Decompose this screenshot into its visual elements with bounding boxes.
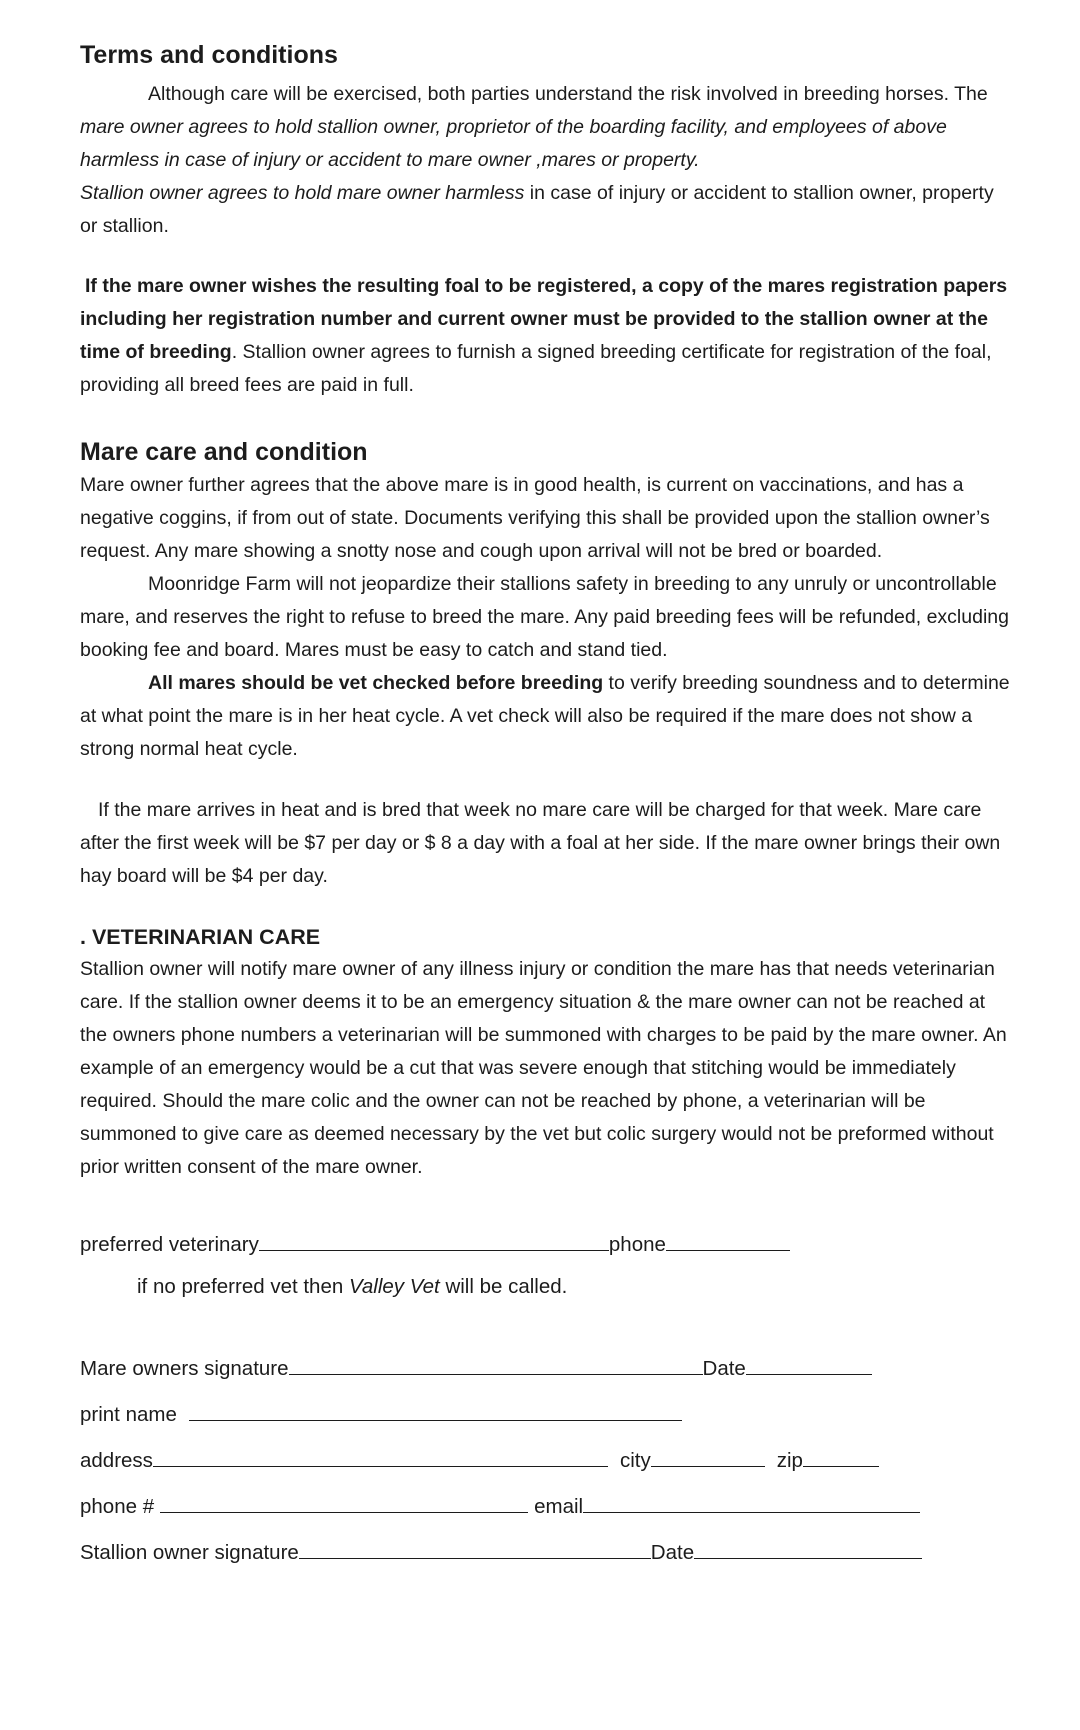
- email-label: email: [534, 1495, 584, 1518]
- mare-care-fees-paragraph: If the mare arrives in heat and is bred that week no mare care will be charged for that week. Mare care after the first week will be $7 per day or $ 8 a day with a foal at her side. If the mare owner brings their own hay board will be $4 per day.: [80, 799, 1001, 887]
- mare-owner-signature-field[interactable]: [289, 1352, 703, 1375]
- mare-care-heading: Mare care and condition: [80, 438, 368, 466]
- preferred-vet-label: preferred veterinary: [80, 1233, 259, 1256]
- terms-paragraph-liability: [80, 78, 1010, 243]
- print-name-label: print name: [80, 1403, 177, 1426]
- print-name-field[interactable]: [189, 1398, 682, 1421]
- terms-paragraph-registration: [80, 270, 1010, 402]
- vet-check-bold-text: All mares should be vet checked before breeding: [148, 672, 604, 694]
- vet-phone-label: phone: [608, 1233, 666, 1256]
- zip-label: zip: [776, 1449, 803, 1472]
- owner-phone-label: phone #: [80, 1495, 155, 1518]
- preferred-vet-field[interactable]: [259, 1228, 609, 1251]
- stallion-owner-date-label: Date: [650, 1541, 695, 1564]
- mare-owner-date-field[interactable]: [746, 1352, 872, 1375]
- terms-liability-text: Although care will be exercised, both parties understand the risk involved in breeding horses. The: [148, 83, 988, 105]
- vet-phone-field[interactable]: [666, 1228, 790, 1251]
- mare-care-vet-check-paragraph: [80, 667, 1010, 766]
- address-label: address: [80, 1449, 153, 1472]
- terms-stallion-owner-clause: Stallion owner agrees to hold mare owner harmless: [80, 182, 525, 204]
- terms-heading: Terms and conditions: [80, 41, 338, 69]
- vet-check-rest-text: to verify breeding soundness and to determine at what point the mare is in her heat cycle. A vet check will also be required if the mare does not show a strong normal heat cycle.: [80, 672, 1010, 760]
- no-vet-note: [80, 1268, 1010, 1306]
- address-field[interactable]: [153, 1444, 608, 1467]
- vet-care-heading: . VETERINARIAN CARE: [80, 925, 321, 949]
- contract-page: [80, 38, 1010, 1576]
- valley-vet-name: Valley Vet: [348, 1275, 440, 1298]
- address-row: [80, 1438, 1010, 1484]
- mare-care-health-paragraph: Mare owner further agrees that the above mare is in good health, is current on vaccinations, and has a negative coggins, if from out of state. Documents verifying this shall be provided upon the stallion owner’s request. Any mare showing a snotty nose and cough upon arrival will not be bred or boarded.: [80, 474, 990, 562]
- mare-owner-signature-row: [80, 1346, 1010, 1392]
- terms-mare-owner-clause: mare owner agrees to hold stallion owner, proprietor of the boarding facility, and employees of above harmless in case of injury or accident to mare owner ,mares or property.: [80, 116, 947, 171]
- mare-owner-date-label: Date: [702, 1357, 746, 1380]
- mare-care-safety-paragraph: Moonridge Farm will not jeopardize their stallions safety in breeding to any unruly or uncontrollable mare, and reserves the right to refuse to breed the mare. Any paid breeding fees will be refunded, excluding booking fee and board. Mares must be easy to catch and stand tied.: [80, 573, 1009, 661]
- registration-rest-text: . Stallion owner agrees to furnish a signed breeding certificate for registration of the foal, providing all breed fees are paid in full.: [80, 341, 992, 396]
- preferred-vet-row: [80, 1222, 1010, 1268]
- zip-field[interactable]: [803, 1444, 879, 1467]
- owner-phone-field[interactable]: [160, 1490, 528, 1513]
- stallion-owner-signature-field[interactable]: [299, 1536, 651, 1559]
- stallion-owner-date-field[interactable]: [694, 1536, 922, 1559]
- city-label: city: [619, 1449, 651, 1472]
- stallion-owner-signature-label: Stallion owner signature: [80, 1541, 299, 1564]
- print-name-row: [80, 1392, 1010, 1438]
- phone-email-row: [80, 1484, 1010, 1530]
- registration-bold-text: If the mare owner wishes the resulting foal to be registered, a copy of the mares registration papers including her registration number and current owner must be provided to the stallion owner at the time of breeding: [80, 275, 1008, 363]
- email-field[interactable]: [583, 1490, 920, 1513]
- no-vet-text-a: if no preferred vet then: [137, 1275, 349, 1298]
- terms-stallion-owner-rest: in case of injury or accident to stallion owner, property or stallion.: [80, 182, 994, 237]
- no-vet-text-c: will be called.: [439, 1275, 568, 1298]
- city-field[interactable]: [651, 1444, 765, 1467]
- stallion-owner-signature-row: [80, 1530, 1010, 1576]
- mare-owner-signature-label: Mare owners signature: [80, 1357, 289, 1380]
- vet-care-paragraph: Stallion owner will notify mare owner of any illness injury or condition the mare has that needs veterinarian care. If the stallion owner deems it to be an emergency situation & the mare owner can not be reached at the owners phone numbers a veterinarian will be summoned with charges to be paid by the mare owner. An example of an emergency would be a cut that was severe enough that stitching would be immediately required. Should the mare colic and the owner can not be reached by phone, a veterinarian will be summoned to give care as deemed necessary by the vet but colic surgery would not be preformed without prior written consent of the mare owner.: [80, 958, 1007, 1178]
